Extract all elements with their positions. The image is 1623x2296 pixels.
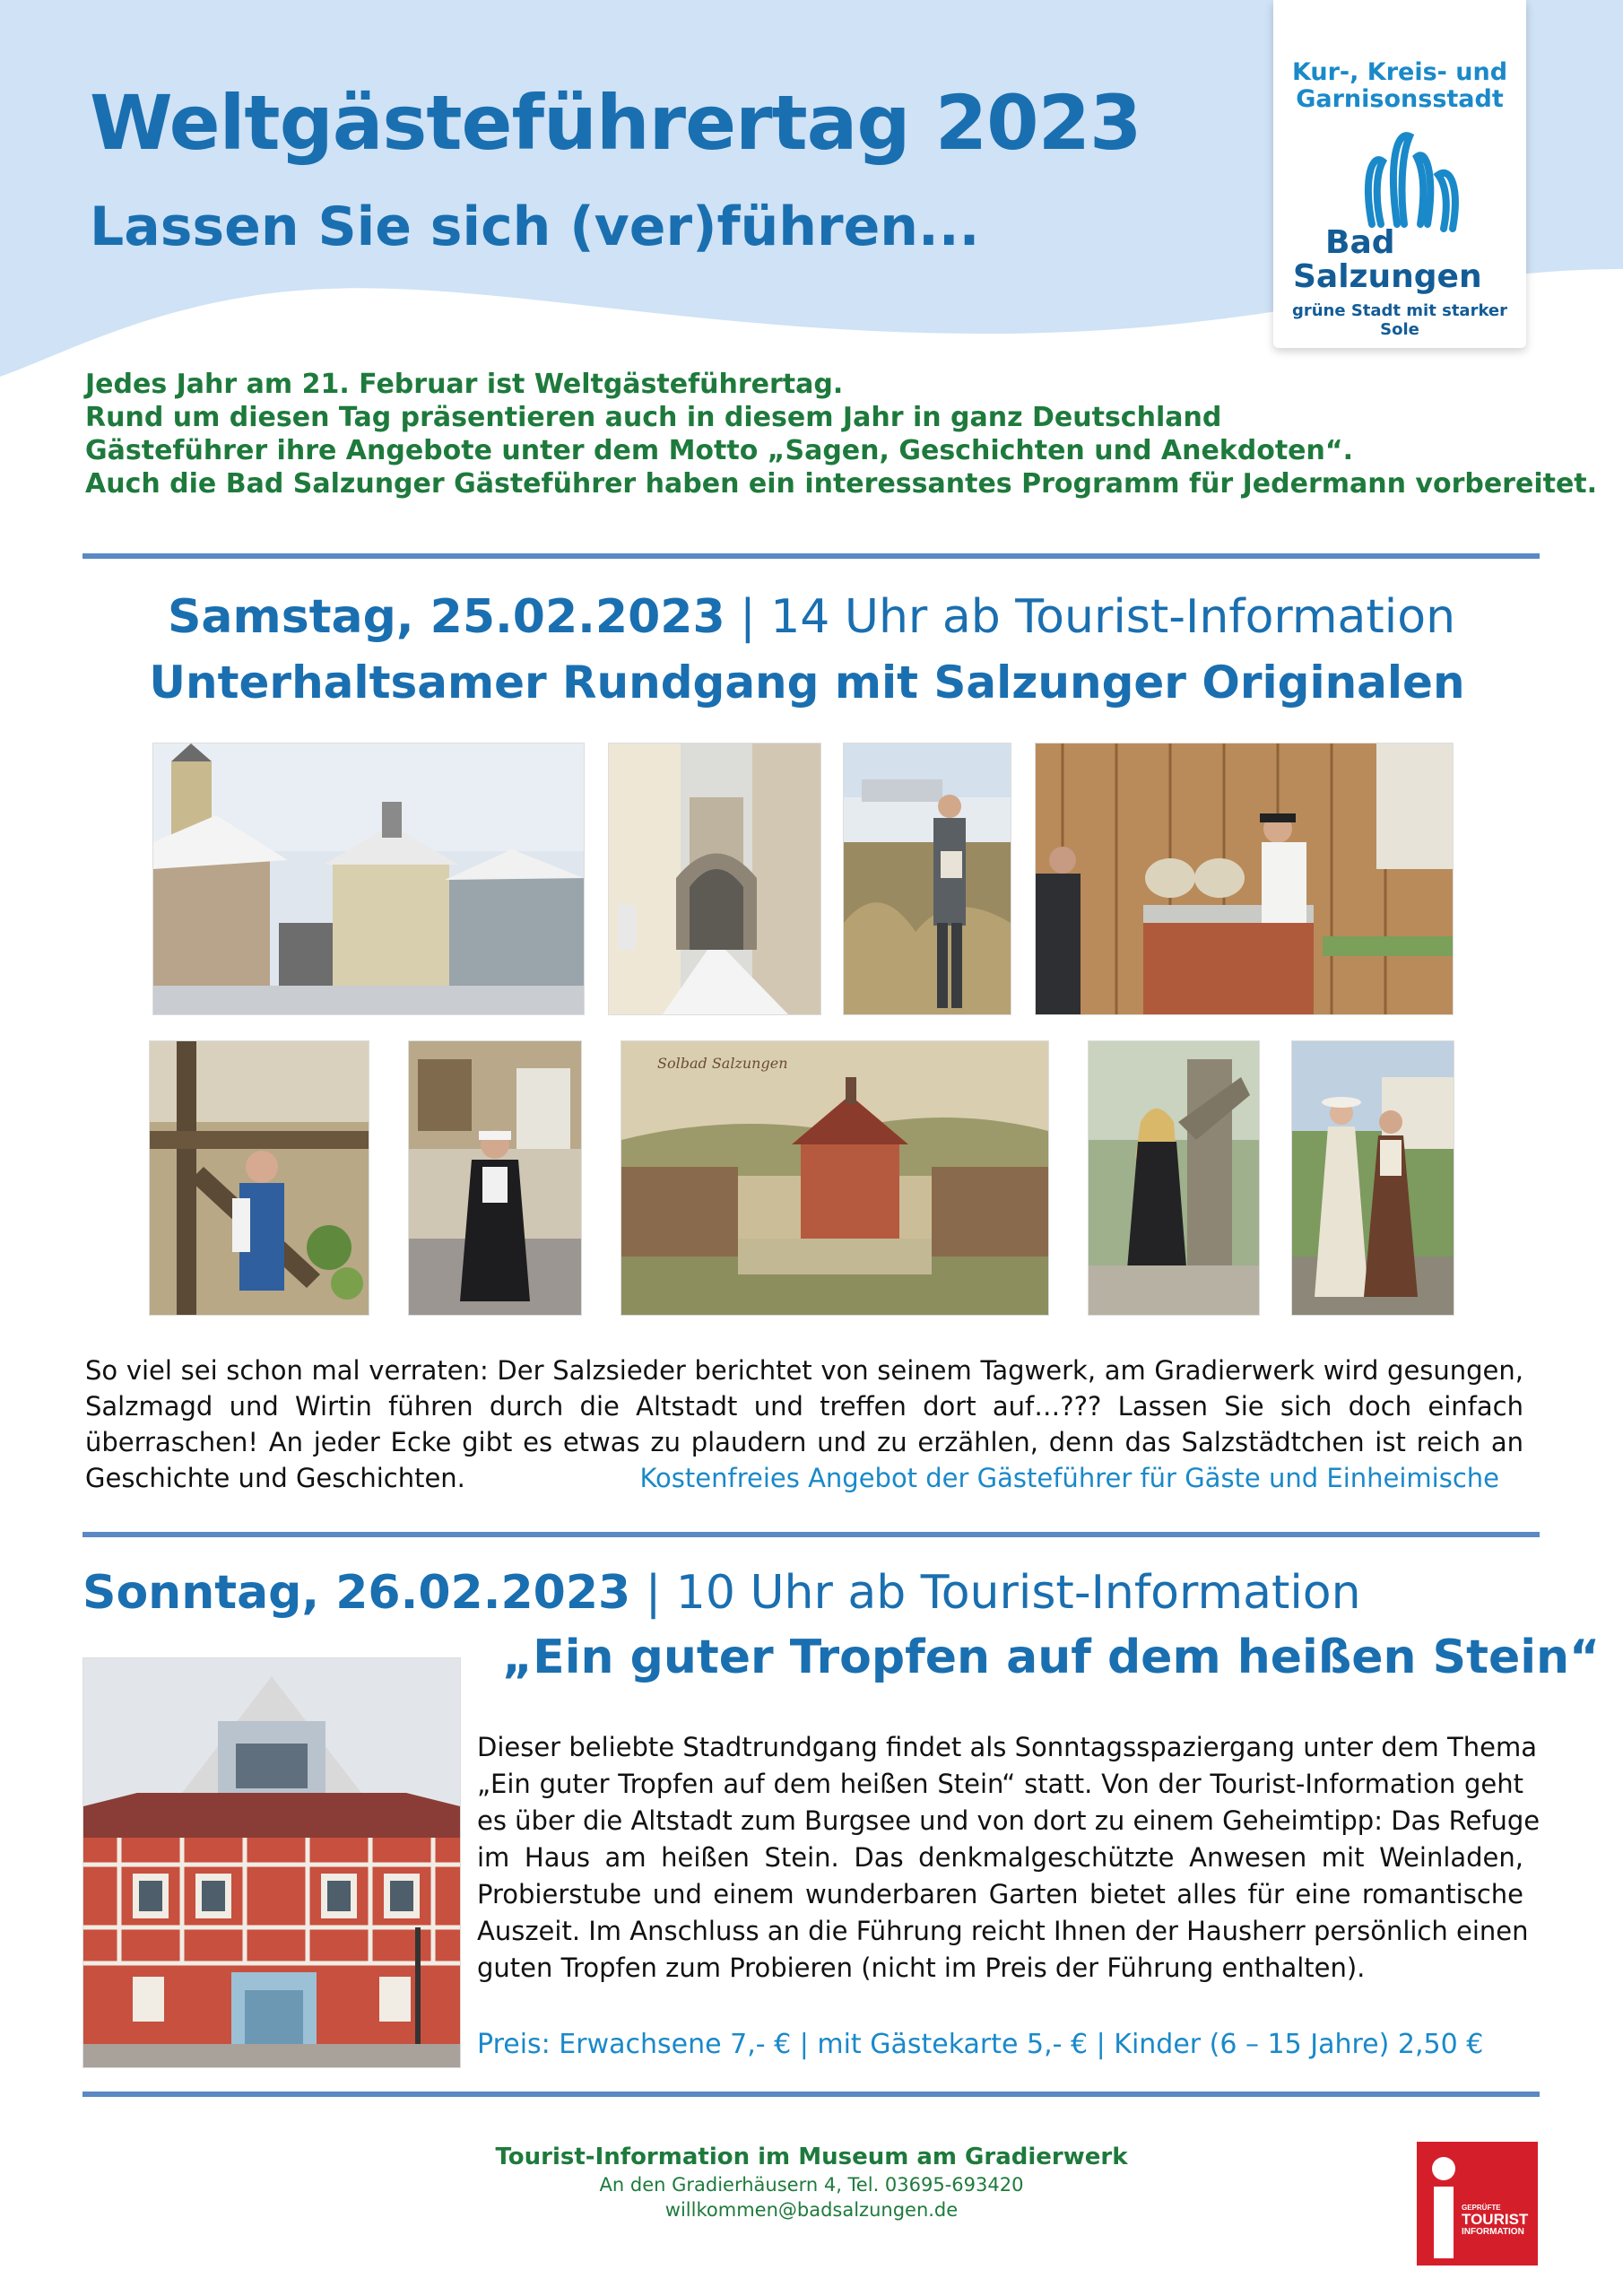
bad-salzungen-logo	[1273, 0, 1526, 348]
photo-postcard-gradierwerk	[621, 1040, 1049, 1316]
divider	[82, 1532, 1540, 1537]
photo-salt-boiler	[1035, 743, 1454, 1015]
body-line: es über die Altstadt zum Burgsee und von dort zu einem Geheimtipp: Das Refuge	[477, 1805, 1541, 1836]
body-line: überraschen! An jeder Ecke gibt es etwas zu plaudern und zu erzählen, denn das Salzstädtchen ist reich an	[85, 1427, 1523, 1457]
intro-line: Rund um diesen Tag präsentieren auch in diesem Jahr in ganz Deutschland	[85, 402, 1222, 433]
sunday-heading	[82, 1566, 1361, 1620]
footer-email[interactable]: willkommen@badsalzungen.de	[664, 2199, 959, 2221]
photo-town-hall-snow	[152, 743, 585, 1015]
saturday-time: | 14 Uhr ab Tourist-Information	[725, 590, 1456, 644]
logo-town-type: Kur-, Kreis- und Garnisonsstadt	[1291, 58, 1508, 113]
divider	[82, 2092, 1540, 2097]
body-line: „Ein guter Tropfen auf dem heißen Stein“ statt. Von der Tourist-Information geht	[477, 1769, 1523, 1799]
body-line: Auszeit. Im Anschluss an die Führung reicht Ihnen der Hausherr persönlich einen	[477, 1916, 1529, 1946]
saturday-title: Unterhaltsamer Rundgang mit Salzunger Originalen	[149, 657, 1465, 709]
intro-line: Gästeführer ihre Angebote unter dem Motto „Sagen, Geschichten und Anekdoten“.	[85, 435, 1353, 466]
tourist-information-logo: GEPRÜFTE TOURIST INFORMATION	[1417, 2142, 1538, 2266]
sunday-title: „Ein guter Tropfen auf dem heißen Stein“	[502, 1631, 1601, 1684]
photo-guide-lake	[843, 743, 1011, 1015]
photo-half-timbered-house	[82, 1657, 461, 2068]
saturday-date: Samstag, 25.02.2023	[167, 590, 725, 644]
saturday-heading	[0, 590, 1623, 644]
page-title: Weltgästeführertag 2023	[90, 79, 1141, 167]
footer-name: Tourist-Information im Museum am Gradierwerk	[495, 2144, 1128, 2170]
sunday-date: Sonntag, 26.02.2023	[82, 1566, 631, 1620]
body-line: Probierstube und einem wunderbaren Garten bietet alles für eine romantische	[477, 1879, 1523, 1909]
body-line: guten Tropfen zum Probieren (nicht im Preis der Führung enthalten).	[477, 1952, 1366, 1983]
photo-salt-maid	[149, 1040, 369, 1316]
photo-old-gate	[608, 743, 821, 1015]
svg-text:Solbad Salzungen: Solbad Salzungen	[657, 1055, 788, 1072]
saturday-description	[85, 1352, 1523, 1496]
body-line: im Haus am heißen Stein. Das denkmalgeschützte Anwesen mit Weinladen,	[477, 1842, 1523, 1873]
page-subtitle: Lassen Sie sich (ver)führen...	[90, 196, 980, 258]
body-line: So viel sei schon mal verraten: Der Salzsieder berichtet von seinem Tagwerk, am Gradierwerk wird gesungen,	[85, 1355, 1523, 1386]
logo-tagline: grüne Stadt mit starker Sole	[1291, 301, 1508, 339]
free-offer-note: Kostenfreies Angebot der Gästeführer für Gäste und Einheimische	[639, 1463, 1499, 1493]
intro-line: Jedes Jahr am 21. Februar ist Weltgästeführertag.	[85, 369, 844, 400]
body-line: Dieser beliebte Stadtrundgang findet als Sonntagsspaziergang unter dem Thema	[477, 1732, 1537, 1762]
price-info: Preis: Erwachsene 7,- € | mit Gästekarte 5,- € | Kinder (6 – 15 Jahre) 2,50 €	[477, 2029, 1484, 2060]
photo-lady-at-tree	[1088, 1040, 1260, 1316]
footer-address: An den Gradierhäusern 4, Tel. 03695-693420	[599, 2174, 1024, 2196]
logo-town-name: Bad Salzungen	[1293, 224, 1482, 295]
sunday-description	[477, 1729, 1541, 1987]
photo-two-guides	[1291, 1040, 1454, 1316]
photo-innkeeper	[408, 1040, 582, 1316]
intro-line: Auch die Bad Salzunger Gästeführer haben ein interessantes Programm für Jedermann vorbereitet.	[85, 468, 1598, 500]
footer-contact	[0, 2144, 1623, 2221]
sunday-time: | 10 Uhr ab Tourist-Information	[630, 1566, 1361, 1620]
divider	[82, 553, 1540, 559]
body-line: Geschichte und Geschichten.	[85, 1463, 465, 1493]
body-line: Salzmagd und Wirtin führen durch die Altstadt und treffen dort auf…??? Lassen Sie sich doch einfach	[85, 1391, 1523, 1422]
intro-text	[85, 368, 1598, 500]
